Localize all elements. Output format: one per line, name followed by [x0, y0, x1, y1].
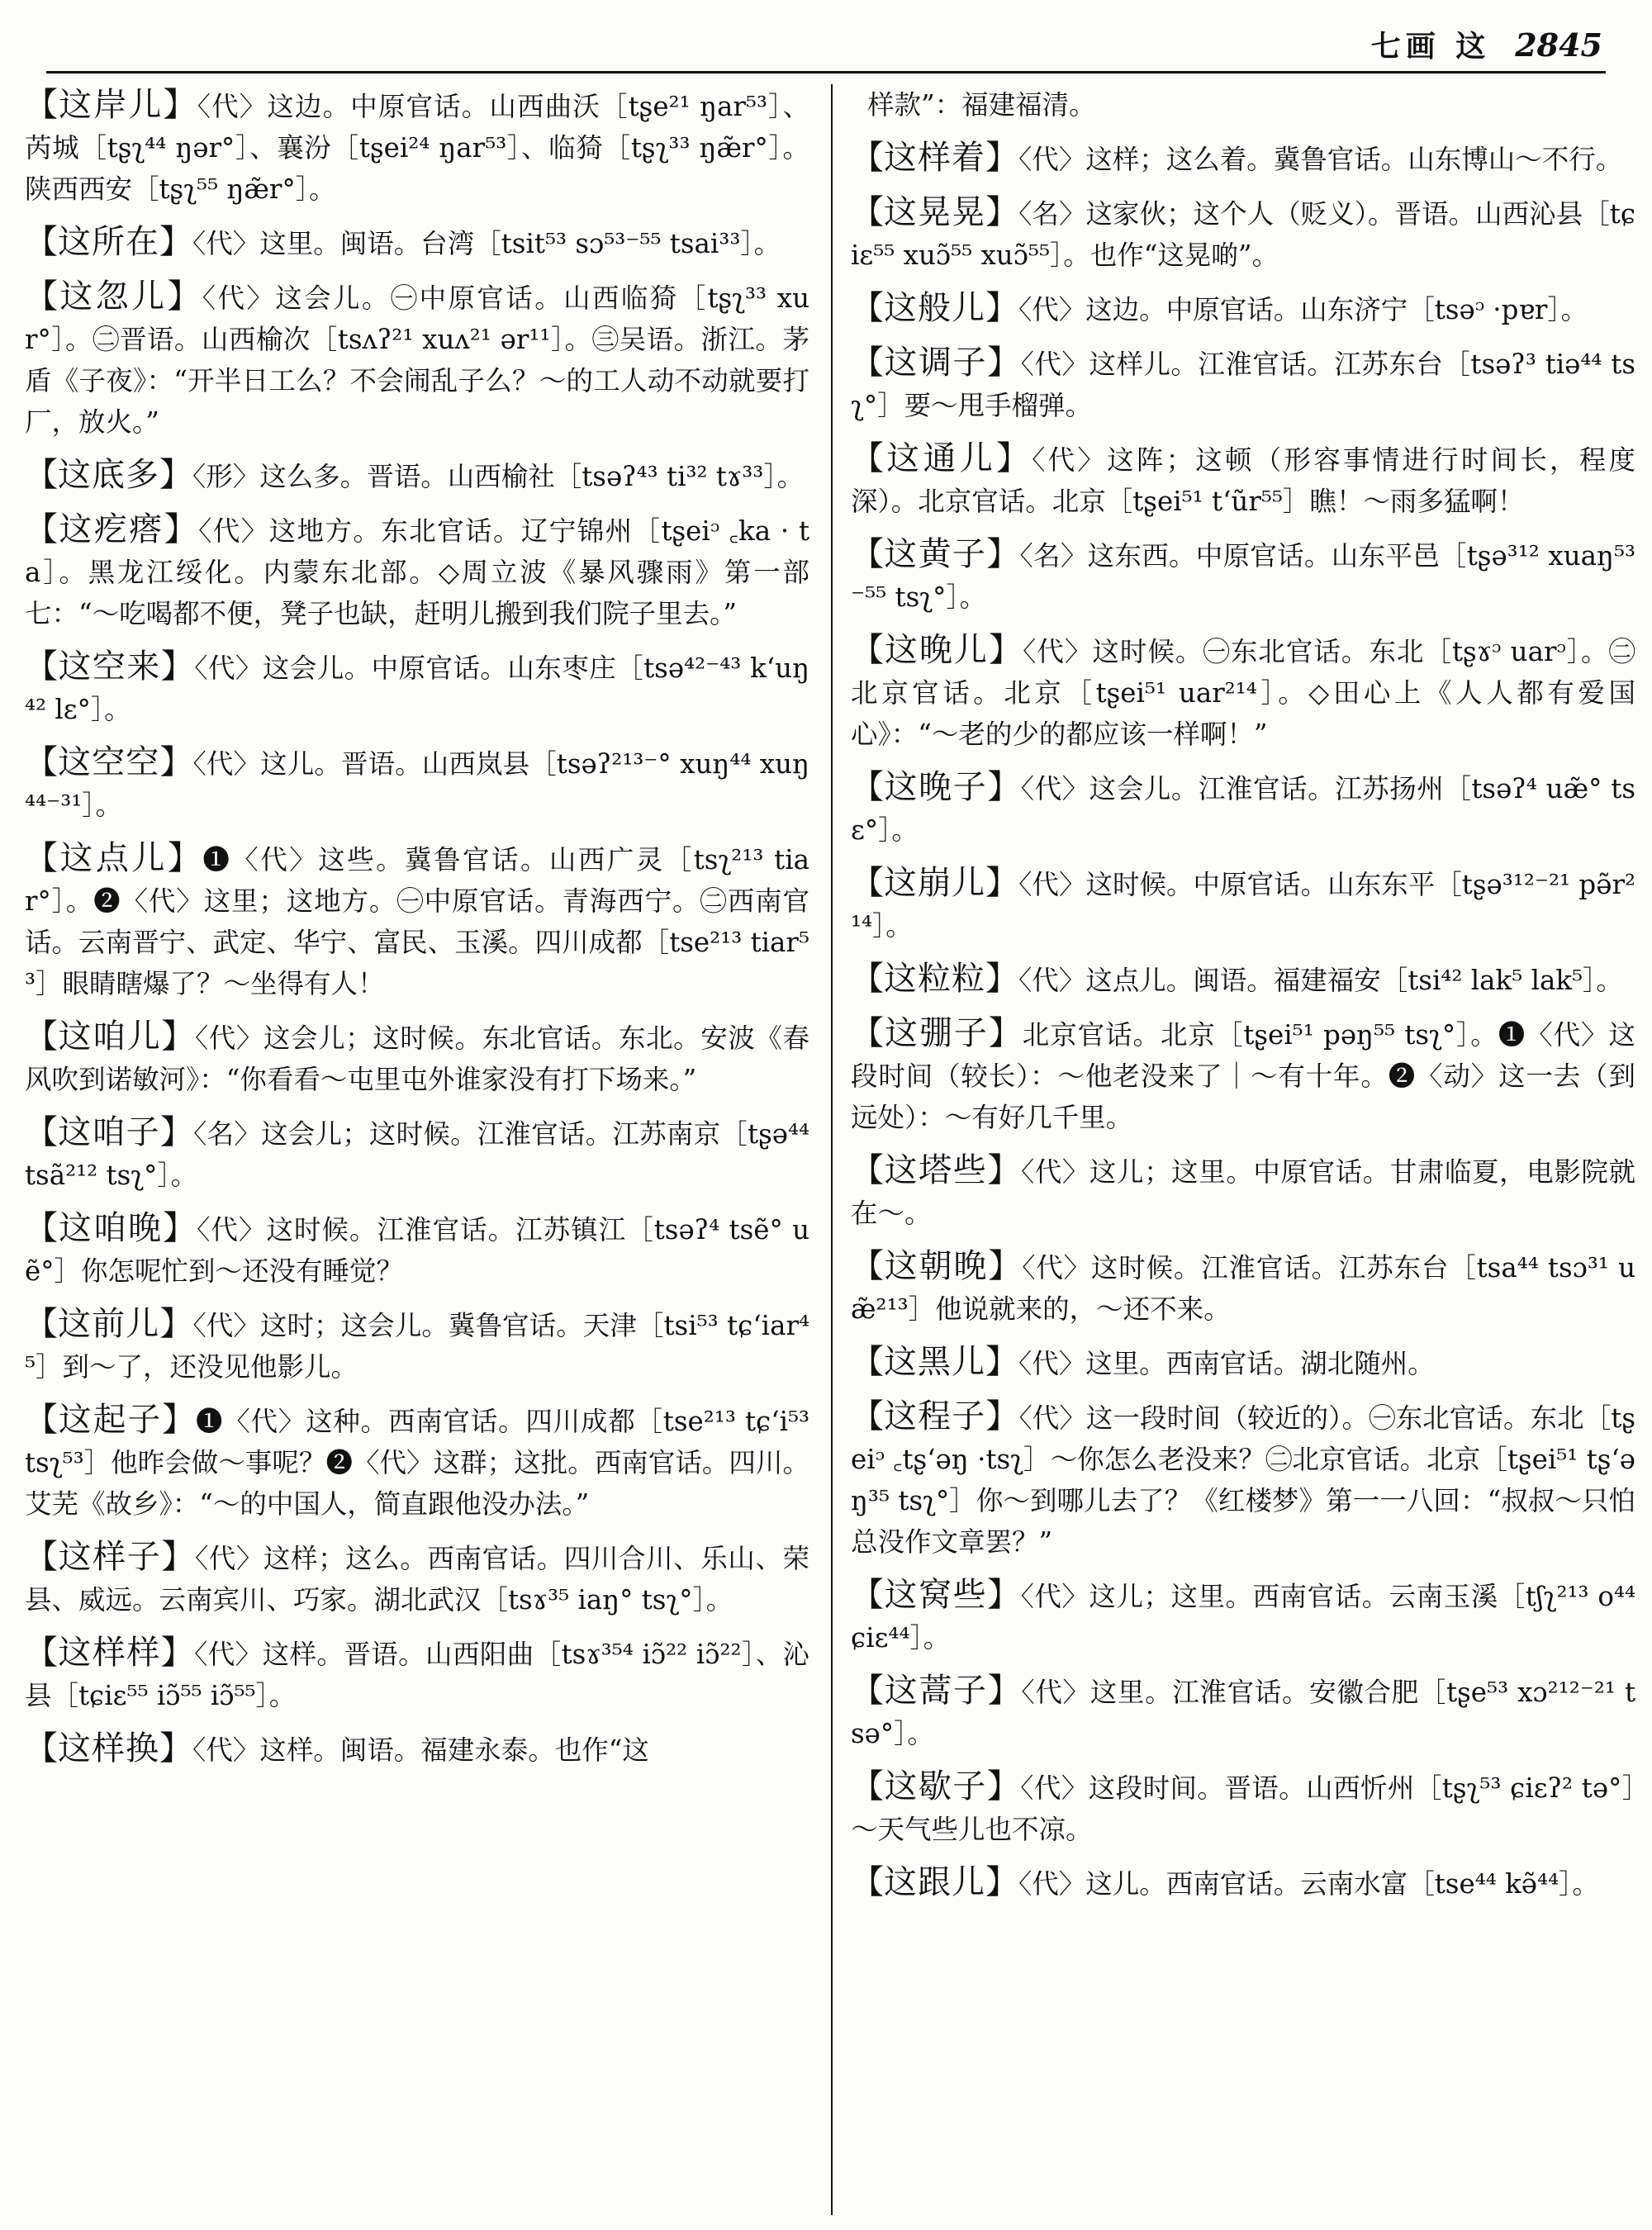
section-title: 七画 这 [1370, 30, 1491, 64]
bracket-open: 【 [25, 1634, 59, 1672]
bracket-close: 】 [163, 86, 197, 124]
entry-headword: 这弸子 [884, 1014, 989, 1052]
entry-definition: 〈代〉这样；这么着。冀鲁官话。山东博山～不行。 [1018, 144, 1623, 175]
entry-headword: 这点儿 [59, 839, 168, 877]
bracket-close: 】 [160, 648, 195, 686]
page-header [46, 23, 1602, 63]
bracket-open: 【 [25, 1209, 59, 1247]
bracket-close: 】 [985, 1397, 1019, 1435]
bracket-close: 】 [161, 1018, 195, 1056]
bracket-close: 】 [987, 1151, 1021, 1189]
entry-definition: ❶〈代〉这种。西南官话。四川成都［tse²¹³ tɕ‘i⁵³ tsʅ⁵³］他昨会做～事呢？❷〈代〉这群；这批。西南官话。四川。艾芜《故乡》：“～的中国人，简直跟他没办法。” [25, 1406, 809, 1520]
bracket-open: 【 [851, 139, 884, 177]
entry-headword: 这忽儿 [59, 278, 168, 316]
bracket-open: 【 [851, 439, 887, 477]
bracket-close: 】 [167, 278, 202, 316]
entry-definition: 〈代〉这样；这么。西南官话。四川合川、乐山、荣县、威远。云南宾川、巧家。湖北武汉［tsɤ³⁵ iaŋ° tsʅ°］。 [25, 1543, 809, 1616]
bracket-close: 】 [159, 1305, 193, 1343]
entry-headword: 这岸儿 [59, 86, 164, 124]
dictionary-entry [25, 1728, 809, 1771]
bracket-open: 【 [25, 1305, 59, 1343]
dictionary-entry [851, 766, 1635, 851]
dictionary-entry [851, 1670, 1635, 1754]
entry-headword: 这晚儿 [885, 631, 990, 669]
bracket-open: 【 [25, 223, 58, 261]
dictionary-entry [25, 454, 809, 497]
bracket-open: 【 [851, 344, 885, 382]
dictionary-entry [25, 646, 809, 730]
entry-definition: 〈代〉这点儿。闽语。福建福安［tsi⁴² lak⁵ lak⁵］。 [1018, 965, 1623, 996]
header-rule [46, 71, 1606, 74]
bracket-open: 【 [851, 1151, 885, 1189]
entry-definition: 〈代〉这样儿。江淮官话。江苏东台［tsəʔ³ tiə⁴⁴ tsʅ°］要～甩手榴弹。 [851, 349, 1635, 421]
bracket-close: 】 [161, 1538, 195, 1576]
right-column [851, 84, 1635, 2223]
bracket-close: 】 [985, 960, 1018, 998]
entry-headword: 这歇子 [884, 1767, 987, 1805]
entry-definition: 北京官话。北京［tʂei⁵¹ pəŋ⁵⁵ tsʅ°］。❶〈代〉这段时间（较长）：～他老没来了｜～有十年。❷〈动〉这一去（到远处）：～有好几千里。 [851, 1019, 1635, 1133]
bracket-close: 】 [159, 1113, 194, 1151]
entry-definition: 〈代〉这样。闽语。福建永泰。也作“这 [192, 1734, 649, 1766]
bracket-open: 【 [851, 535, 885, 573]
dictionary-entry [25, 1536, 809, 1620]
entry-headword: 这咱晚 [59, 1209, 164, 1247]
dictionary-entry [851, 1245, 1635, 1330]
continuation-text: 样款”：福建福清。 [867, 89, 1096, 121]
entry-definition: 〈代〉这边。中原官话。山西曲沃［tʂe²¹ ŋar⁵³］、芮城［tʂʅ⁴⁴ ŋər°］、襄汾［tʂei²⁴ ŋar⁵³］、临猗［tʂʅ³³ ŋæ̃r°］。陕西西安［tʂʅ⁵⁵ ŋæ̃r°］。 [25, 91, 809, 205]
entry-headword: 这咱子 [58, 1113, 160, 1151]
bracket-close: 】 [987, 344, 1021, 382]
bracket-open: 【 [851, 193, 885, 231]
bracket-close: 】 [159, 743, 193, 781]
dictionary-entry [25, 837, 809, 1004]
bracket-open: 【 [25, 1018, 59, 1056]
entry-definition: 〈代〉这段时间。晋语。山西忻州［tʂʅ⁵³ ɕiɛʔ² tə°］～天气些儿也不凉。 [851, 1772, 1635, 1845]
bracket-open: 【 [25, 86, 59, 124]
entry-definition: 〈代〉这一段时间（较近的）。㊀东北官话。东北［tʂeiᵓ ꜀tʂ‘əŋ ·tsʅ］～你怎么老没来？㊁北京官话。北京［tʂei⁵¹ tʂ‘əŋ³⁵ tsʅ°］你～到哪儿去了？《红楼梦》第一一八回：“叔叔～只怕总没作文章罢？” [851, 1402, 1635, 1558]
dictionary-entry [25, 221, 809, 264]
bracket-open: 【 [25, 278, 60, 316]
dictionary-entry [851, 1341, 1635, 1384]
entry-definition: 〈代〉这阵；这顿（形容事情进行时间长，程度深）。北京官话。北京［tʂei⁵¹ t‘ũr⁵⁵］瞧！～雨多猛啊！ [851, 444, 1635, 517]
bracket-close: 】 [988, 1247, 1023, 1285]
dictionary-entry [25, 1016, 809, 1100]
entry-headword: 这起子 [58, 1401, 163, 1439]
dictionary-entry [851, 958, 1635, 1001]
bracket-close: 】 [162, 1401, 196, 1439]
entry-definition: 〈名〉这家伙；这个人（贬义）。晋语。山西沁县［tɕiɛ⁵⁵ xuɔ̃⁵⁵ xuɔ̃⁵⁵］。也作“这晃啲”。 [851, 198, 1635, 271]
bracket-close: 】 [167, 839, 203, 877]
bracket-open: 【 [25, 1729, 58, 1767]
entry-headword: 这底多 [58, 456, 159, 494]
bracket-close: 】 [985, 193, 1019, 231]
bracket-open: 【 [25, 1113, 59, 1151]
entry-definition: 〈代〉这时候。江淮官话。江苏东台［tsa⁴⁴ tsɔ³¹ uæ̃²¹³］他说就来的，～还不来。 [851, 1252, 1635, 1325]
entry-definition: 〈代〉这儿。晋语。山西岚县［tsəʔ²¹³⁻° xuŋ⁴⁴ xuŋ⁴⁴⁻³¹］。 [25, 748, 809, 821]
bracket-close: 】 [985, 1343, 1018, 1381]
bracket-close: 】 [159, 223, 192, 261]
dictionary-entry [851, 342, 1635, 426]
dictionary-entry [851, 534, 1635, 618]
entry-headword: 这般儿 [884, 289, 985, 327]
entry-headword: 这所在 [58, 223, 159, 261]
bracket-close: 】 [988, 1014, 1023, 1052]
bracket-open: 【 [25, 456, 58, 494]
bracket-open: 【 [851, 864, 885, 902]
bracket-close: 】 [163, 1209, 197, 1247]
entry-definition: 〈代〉这会儿；这时候。东北官话。东北。安波《春风吹到诺敏河》：“你看看～屯里屯外谁家没有打下场来。” [25, 1022, 809, 1095]
dictionary-entry [851, 1150, 1635, 1234]
bracket-close: 】 [987, 1576, 1021, 1614]
bracket-open: 【 [25, 839, 60, 877]
bracket-close: 】 [159, 456, 192, 494]
dictionary-entry [851, 438, 1635, 522]
entry-headword: 这粒粒 [884, 960, 985, 998]
bracket-close: 】 [985, 1863, 1018, 1901]
bracket-close: 】 [987, 1672, 1022, 1710]
entry-definition: 〈代〉这会儿。江淮官话。江苏扬州［tsəʔ⁴ uæ̃° tsɛ°］。 [851, 773, 1635, 846]
bracket-open: 【 [25, 648, 59, 686]
bracket-close: 】 [986, 535, 1020, 573]
dictionary-entry [851, 1574, 1635, 1658]
dictionary-entry [851, 1396, 1635, 1563]
bracket-open: 【 [25, 510, 59, 548]
entry-definition: 〈代〉这儿；这里。西南官话。云南玉溪［tʃʅ²¹³ o⁴⁴ ɕiɛ⁴⁴］。 [851, 1581, 1635, 1654]
entry-definition: ❶〈代〉这些。冀鲁官话。山西广灵［tsʅ²¹³ tiar°］。❷〈代〉这里；这地方。㊀中原官话。青海西宁。㊁西南官话。云南晋宁、武定、华宁、富民、玉溪。四川成都［tse²¹³ tiar⁵³］眼睛瞎爆了？～坐得有人！ [25, 844, 809, 999]
entry-definition: 〈代〉这里。西南官话。湖北随州。 [1018, 1348, 1435, 1379]
entry-definition: 〈代〉这时；这会儿。冀鲁官话。天津［tsi⁵³ tɕ‘iar⁴⁵］到～了，还没见他影儿。 [25, 1310, 809, 1383]
bracket-open: 【 [851, 1014, 885, 1052]
bracket-open: 【 [851, 1767, 885, 1805]
bracket-close: 】 [989, 631, 1023, 669]
entry-headword: 这晃晃 [884, 193, 986, 231]
bracket-open: 【 [851, 1576, 885, 1614]
dictionary-entry [25, 1399, 809, 1525]
bracket-open: 【 [851, 289, 884, 327]
entry-definition: 〈代〉这会儿。㊀中原官话。山西临猗［tʂʅ³³ xur°］。㊁晋语。山西榆次［tsʌʔ²¹ xuʌ²¹ ər¹¹］。㊂吴语。浙江。茅盾《子夜》：“开半日工么？不会闹乱子么？～的工人动不动就要打厂，放火。” [25, 282, 809, 438]
bracket-open: 【 [851, 1397, 885, 1435]
bracket-open: 【 [851, 1343, 884, 1381]
bracket-open: 【 [25, 1538, 59, 1576]
dictionary-entry [851, 1013, 1635, 1138]
dictionary-entry [851, 192, 1635, 276]
entry-definition: 〈形〉这么多。晋语。山西榆社［tsəʔ⁴³ ti³² tɤ³³］。 [192, 461, 805, 492]
entry-definition: 〈代〉这里。江淮官话。安徽合肥［tʂe⁵³ xɔ²¹²⁻²¹ tsə°］。 [851, 1677, 1635, 1749]
dictionary-entry [25, 1303, 809, 1388]
bracket-close: 】 [159, 1729, 192, 1767]
entry-definition: 〈代〉这边。中原官话。山东济宁［tsəᵓ ·pɐr］。 [1018, 294, 1588, 325]
bracket-close: 】 [986, 1767, 1021, 1805]
entry-definition: 〈代〉这时候。江淮官话。江苏镇江［tsəʔ⁴ tsẽ° uẽ°］你怎呢忙到～还没有睡觉？ [25, 1214, 809, 1287]
entry-headword: 这样换 [58, 1729, 159, 1767]
entry-definition: 〈代〉这儿。西南官话。云南水富［tse⁴⁴ kə̃⁴⁴］。 [1018, 1868, 1599, 1900]
entry-definition: 〈代〉这地方。东北官话。辽宁锦州［tʂeiᵓ ꜀ka · ta］。黑龙江绥化。内蒙东北部。◇周立波《暴风骤雨》第一部七：“～吃喝都不便，凳子也缺，赶明儿搬到我们院子里去。” [25, 515, 809, 629]
dictionary-entry [851, 1766, 1635, 1850]
bracket-open: 【 [851, 960, 884, 998]
dictionary-entry [851, 287, 1635, 330]
entry-headword: 这空空 [58, 743, 160, 781]
entry-definition: 〈名〉这会儿；这时候。江淮官话。江苏南京［tʂə⁴⁴ tsã²¹² tsʅ°］。 [25, 1118, 809, 1191]
bracket-open: 【 [851, 768, 885, 806]
dictionary-entry [851, 629, 1635, 755]
entry-definition: 〈代〉这会儿。中原官话。山东枣庄［tsə⁴²⁻⁴³ k‘uŋ⁴² lɛ°］。 [25, 652, 809, 725]
bracket-open: 【 [851, 1247, 885, 1285]
dictionary-entry [25, 276, 809, 443]
dictionary-entry [851, 137, 1635, 180]
entry-headword: 这朝晚 [884, 1247, 989, 1285]
entry-headword: 这崩儿 [884, 864, 986, 902]
entry-headword: 这蒿子 [884, 1672, 988, 1710]
bracket-close: 】 [985, 139, 1018, 177]
entry-headword: 这样着 [884, 139, 985, 177]
entry-headword: 这调子 [884, 344, 988, 382]
dictionary-entry [25, 509, 809, 634]
dictionary-entry [25, 1208, 809, 1292]
entry-headword: 这晚子 [884, 768, 988, 806]
bracket-close: 】 [164, 510, 199, 548]
entry-definition: 〈代〉这样。晋语。山西阳曲［tsɤ³⁵⁴ iɔ̃²² iɔ̃²²］、沁县［tɕiɛ⁵⁵ iɔ̃⁵⁵ iɔ̃⁵⁵］。 [25, 1639, 809, 1711]
entry-headword: 这空来 [58, 648, 161, 686]
entry-definition: 〈名〉这东西。中原官话。山东平邑［tʂə³¹² xuaŋ⁵³⁻⁵⁵ tsʅ°］。 [851, 540, 1635, 613]
entry-headword: 这样样 [58, 1634, 161, 1672]
entry-headword: 这黄子 [884, 535, 987, 573]
bracket-close: 】 [987, 768, 1021, 806]
entry-headword: 这样子 [58, 1538, 162, 1576]
entry-definition: 〈代〉这时候。中原官话。山东东平［tʂə³¹²⁻²¹ pə̃r²¹⁴］。 [851, 869, 1635, 942]
dictionary-entry [25, 1632, 809, 1716]
dictionary-entry [25, 84, 809, 210]
entry-headword: 这前儿 [58, 1305, 160, 1343]
page-number: 2845 [1515, 26, 1602, 64]
entry-headword: 这通儿 [886, 439, 996, 477]
bracket-open: 【 [851, 631, 885, 669]
entry-headword: 这跟儿 [884, 1863, 985, 1901]
dictionary-entry [25, 1112, 809, 1196]
bracket-open: 【 [25, 743, 59, 781]
dictionary-entry [851, 862, 1635, 947]
entry-headword: 这黑儿 [884, 1343, 985, 1381]
entry-headword: 这咱儿 [58, 1018, 162, 1056]
entry-headword: 这疙瘩 [59, 510, 164, 548]
left-column [25, 84, 809, 2223]
bracket-close: 】 [985, 864, 1019, 902]
bracket-close: 】 [985, 289, 1018, 327]
bracket-open: 【 [851, 1863, 884, 1901]
bracket-open: 【 [25, 1401, 59, 1439]
entry-definition: 〈代〉这儿；这里。中原官话。甘肃临夏，电影院就在～。 [851, 1156, 1635, 1229]
entry-definition: 〈代〉这里。闽语。台湾［tsit⁵³ sɔ⁵³⁻⁵⁵ tsai³³］。 [192, 228, 781, 259]
entry-headword: 这窝些 [884, 1576, 988, 1614]
dictionary-entry [851, 1862, 1635, 1905]
bracket-close: 】 [995, 439, 1032, 477]
entry-headword: 这程子 [884, 1397, 986, 1435]
entry-headword: 这塔些 [884, 1151, 988, 1189]
bracket-close: 】 [160, 1634, 195, 1672]
column-divider [831, 84, 833, 2215]
dictionary-entry [25, 742, 809, 826]
entry-definition: 〈代〉这时候。㊀东北官话。东北［tʂɤᵓ uarᵓ］。㊁北京官话。北京［tʂei⁵¹ uar²¹⁴］。◇田心上《人人都有爱国心》：“～老的少的都应该一样啊！” [851, 636, 1635, 750]
bracket-open: 【 [851, 1672, 885, 1710]
